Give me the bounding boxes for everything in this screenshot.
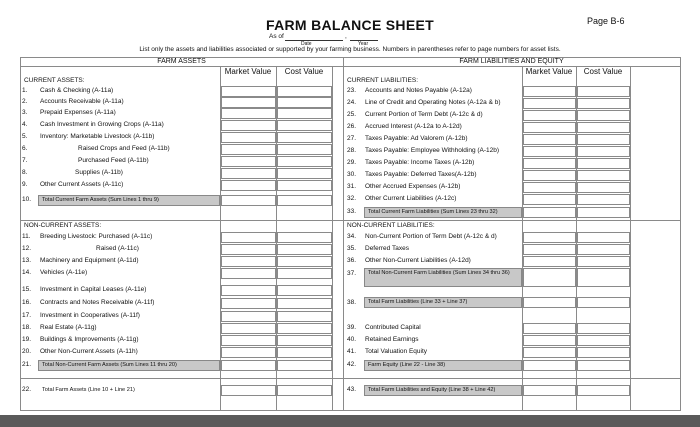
asset-line-market-input[interactable] [221, 268, 276, 279]
liability-line-label: Accounts and Notes Payable (A-12a) [365, 87, 472, 94]
line-number: 3. [22, 109, 28, 116]
equity-line-market-input[interactable] [523, 323, 576, 334]
asset-line-market-input[interactable] [221, 97, 276, 108]
total-farm-assets-cost-input[interactable] [277, 385, 332, 396]
asset-line-market-input[interactable] [221, 108, 276, 119]
liability-line-cost-input[interactable] [577, 146, 630, 157]
liability-line-label: Other Accrued Expenses (A-12b) [365, 183, 461, 190]
line-number: 9. [22, 181, 28, 188]
asset-line-market-input[interactable] [221, 244, 276, 255]
asset-line-label: Real Estate (A-11g) [40, 324, 97, 331]
line-number: 28. [347, 147, 357, 154]
asset-line-label: Contracts and Notes Receivable (A-11f) [40, 299, 155, 306]
asset-line-cost-input[interactable] [277, 86, 332, 97]
asset-line-cost-input[interactable] [277, 285, 332, 296]
asset-line-market-input[interactable] [221, 120, 276, 131]
total-noncurrent-assets-cost-input[interactable] [277, 360, 332, 371]
line-number: 13. [22, 257, 32, 264]
liability-line-label: Taxes Payable: Income Taxes (A-12b) [365, 159, 475, 166]
assets-market-value-header: Market Value [224, 67, 272, 76]
total-noncurrent-assets-market-input[interactable] [221, 360, 276, 371]
asset-line-cost-input[interactable] [277, 335, 332, 346]
liability-line-label: Deferred Taxes [365, 245, 409, 252]
liability-line-market-input[interactable] [523, 244, 576, 255]
line-number: 33. [347, 208, 357, 215]
assets-cost-value-header: Cost Value [284, 67, 324, 76]
line-number: 23. [347, 87, 357, 94]
asset-line-market-input[interactable] [221, 180, 276, 191]
farm-equity-market-input[interactable] [523, 360, 576, 371]
asset-line-cost-input[interactable] [277, 347, 332, 358]
total-noncurrent-liabilities-label: Total Non-Current Farm Liabilities (Sum Lines 34 thru 36) [364, 268, 522, 287]
asset-line-label: Supplies (A-11b) [75, 169, 123, 176]
liability-line-cost-input[interactable] [577, 98, 630, 109]
farm-equity-label: Farm Equity (Line 22 - Line 38) [364, 360, 522, 371]
liability-line-market-input[interactable] [523, 256, 576, 267]
farm-assets-header: FARM ASSETS [157, 58, 206, 65]
total-noncurrent-liabilities-cost-input[interactable] [577, 268, 630, 287]
asset-line-cost-input[interactable] [277, 168, 332, 179]
asset-line-market-input[interactable] [221, 132, 276, 143]
line-number: 4. [22, 121, 28, 128]
asset-line-cost-input[interactable] [277, 180, 332, 191]
line-number: 18. [22, 324, 32, 331]
total-farm-liabilities-cost-input[interactable] [577, 297, 630, 308]
total-farm-liabilities-label: Total Farm Liabilities (Line 33 + Line 37) [364, 297, 522, 308]
farm-liabilities-header: FARM LIABILITIES AND EQUITY [459, 58, 564, 65]
liability-line-cost-input[interactable] [577, 194, 630, 205]
asset-line-label: Investment in Cooperatives (A-11f) [40, 312, 140, 319]
asset-line-label: Other Current Assets (A-11c) [40, 181, 124, 188]
liability-line-market-input[interactable] [523, 110, 576, 121]
liability-line-cost-input[interactable] [577, 110, 630, 121]
line-number: 8. [22, 169, 28, 176]
asset-line-cost-input[interactable] [277, 256, 332, 267]
asset-line-cost-input[interactable] [277, 144, 332, 155]
line-number: 24. [347, 99, 357, 106]
equity-line-cost-input[interactable] [577, 347, 630, 358]
asset-line-label: Accounts Receivable (A-11a) [40, 98, 124, 105]
total-farm-assets-label: Total Farm Assets (Line 10 + Line 21) [38, 385, 220, 396]
liab-market-value-header: Market Value [525, 67, 573, 76]
asset-line-label: Raised (A-11c) [96, 245, 139, 252]
asset-line-market-input[interactable] [221, 323, 276, 334]
asset-line-label: Investment in Capital Leases (A-11e) [40, 286, 147, 293]
line-number: 12. [22, 245, 32, 252]
asset-line-market-input[interactable] [221, 156, 276, 167]
asset-line-label: Vehicles (A-11e) [40, 269, 88, 276]
line-number: 11. [22, 233, 31, 240]
equity-line-market-input[interactable] [523, 347, 576, 358]
asset-line-cost-input[interactable] [277, 156, 332, 167]
asset-line-market-input[interactable] [221, 256, 276, 267]
total-liabilities-equity-market-input[interactable] [523, 385, 576, 396]
current-assets-title: CURRENT ASSETS: [24, 77, 85, 84]
total-current-liabilities-label: Total Current Farm Liabilities (Sum Lines 23 thru 32) [364, 207, 522, 218]
liability-line-market-input[interactable] [523, 158, 576, 169]
equity-line-cost-input[interactable] [577, 323, 630, 334]
liability-line-cost-input[interactable] [577, 170, 630, 181]
line-number: 1. [22, 87, 28, 94]
liability-line-market-input[interactable] [523, 232, 576, 243]
line-number: 35. [347, 245, 357, 252]
line-number: 22. [22, 386, 32, 393]
liability-line-market-input[interactable] [523, 122, 576, 133]
total-liabilities-equity-label: Total Farm Liabilities and Equity (Line 38 + Line 42) [364, 385, 522, 396]
total-noncurrent-liabilities-market-input[interactable] [523, 268, 576, 287]
equity-line-label: Total Valuation Equity [365, 348, 428, 355]
line-number: 7. [22, 157, 28, 164]
asset-line-cost-input[interactable] [277, 232, 332, 243]
line-number: 41. [347, 348, 357, 355]
asset-line-label: Machinery and Equipment (A-11d) [40, 257, 139, 264]
equity-line-cost-input[interactable] [577, 335, 630, 346]
asset-line-label: Purchased Feed (A-11b) [78, 157, 149, 164]
asset-line-cost-input[interactable] [277, 311, 332, 322]
liability-line-label: Taxes Payable: Deferred Taxes(A-12b) [365, 171, 477, 178]
line-number: 21. [22, 361, 32, 368]
liability-line-cost-input[interactable] [577, 256, 630, 267]
total-current-assets-market-input[interactable] [221, 195, 276, 206]
total-current-liabilities-market-input[interactable] [523, 207, 576, 218]
farm-equity-cost-input[interactable] [577, 360, 630, 371]
line-number: 31. [347, 183, 357, 190]
total-farm-liabilities-market-input[interactable] [523, 297, 576, 308]
line-number: 25. [347, 111, 357, 118]
liability-line-label: Other Non-Current Liabilities (A-12d) [365, 257, 471, 264]
liability-line-cost-input[interactable] [577, 122, 630, 133]
asset-line-cost-input[interactable] [277, 268, 332, 279]
liability-line-cost-input[interactable] [577, 182, 630, 193]
asset-line-market-input[interactable] [221, 285, 276, 296]
line-number: 39. [347, 324, 357, 331]
liability-line-market-input[interactable] [523, 194, 576, 205]
asset-line-cost-input[interactable] [277, 298, 332, 309]
liability-line-label: Taxes Payable: Ad Valorem (A-12b) [365, 135, 468, 142]
asset-line-market-input[interactable] [221, 298, 276, 309]
total-noncurrent-assets-label: Total Non-Current Farm Assets (Sum Lines 11 thru 20) [38, 360, 220, 371]
total-current-assets-label: Total Current Farm Assets (Sum Lines 1 thru 9) [38, 195, 220, 206]
asset-line-market-input[interactable] [221, 335, 276, 346]
liability-line-label: Taxes Payable: Employee Withholding (A-12b) [365, 147, 500, 154]
asset-line-market-input[interactable] [221, 144, 276, 155]
line-number: 6. [22, 145, 28, 152]
total-current-liabilities-cost-input[interactable] [577, 207, 630, 218]
asset-line-cost-input[interactable] [277, 120, 332, 131]
liability-line-cost-input[interactable] [577, 86, 630, 97]
line-number: 10. [22, 196, 32, 203]
asset-line-label: Inventory: Marketable Livestock (A-11b) [40, 133, 155, 140]
page-number: Page B-6 [587, 16, 625, 26]
asset-line-market-input[interactable] [221, 347, 276, 358]
asset-line-cost-input[interactable] [277, 323, 332, 334]
noncurrent-liabilities-title: NON-CURRENT LIABILITIES: [347, 222, 435, 229]
balance-sheet-page: FARM BALANCE SHEET Page B-6 As of , Date Year List only the assets and liabilities associated or supported by your farming business. Numbers in parentheses refer to page numbers for asset lists. FARM ASSETS FARM LIABILITIES AND EQUITY Market Value Cost Value Market Value Cost Value CURRENT ASSETS: Total Current Farm Assets (Sum Lines 1 thru 9) 10. NON-CURRENT ASSETS: Total Non-Current Farm Assets (Sum Lines 11 thru 20) 21. Total Farm Assets (Line 10 + Line 21) 22. CURRENT LIABILITIES: Total Current Farm Liabilities (Sum Lines 23 thru 32) 33. NON-CURRENT LIABILITIES: Total Non-Current Farm Liabilities (Sum Lines 34 thru 36) 37. Total Farm Liabilities (Line 33 + Line 37) 38. Farm Equity (Line 22 - Line 38) 42. Total Farm Liabilities and Equity (Line 38 + Line 42) 43. 1. Cash & Checking (A-11a) 2. Accounts Receivable (A-11a) 3. Prepaid Expenses (A-11a) 4. Cash Investment in Growing Crops (A-11a) 5. Inventory: Marketable Livestock (A-11b) 6. Raised Crops and Feed (A-11b) 7. Purchased Feed (A-11b) 8. Supplies (A-11b) 9. Other Current Assets (A-11c) 11. Breeding Livestock: Purchased (A-11c) 12. Raised (A-11c) 13. Machinery and Equipment (A-11d) 14. Vehicles (A-11e) 15. Investment in Capital Leases (A-11e) 16. Contracts and Notes Receivable (A-11f) 17. Investment in Cooperatives (A-11f) 18. Real Estate (A-11g) 19. Buildings & Improvements (A-11g) 20. Other Non-Current Assets (A-11h) 23. Accounts and Notes Payable (A-12a) 24. Line of Credit and Operating Notes (A-12a & b) 25. Current Portion of Term Debt (A-12c & d) 26. Accrued Interest (A-12a to A-12d) 27. Taxes Payable: Ad Valorem (A-12b) 28. Taxes Payable: Employee Withholding (A-12b) 29. Taxes Payable: Income Taxes (A-12b) 30. Taxes Payable: Deferred Taxes(A-12b) 31. Other Accrued Expenses (A-12b) 32. Other Current Liabilities (A-12c) 34. Non-Current Portion of Term Debt (A-12c & d) 35. Deferred Taxes 36. Other Non-Current Liabilities (A-12d) 39. Contributed Capital 40. Retained Earnings 41. Total Valuation Equity [0, 0, 700, 415]
asset-line-market-input[interactable] [221, 232, 276, 243]
instructions: List only the assets and liabilities associated or supported by your farming business. Numbers in parentheses refer to page numbers for asset lists. [139, 46, 561, 53]
page-title: FARM BALANCE SHEET [266, 17, 434, 33]
total-liabilities-equity-cost-input[interactable] [577, 385, 630, 396]
asset-line-label: Prepaid Expenses (A-11a) [40, 109, 116, 116]
liability-line-market-input[interactable] [523, 98, 576, 109]
total-farm-assets-market-input[interactable] [221, 385, 276, 396]
line-number: 26. [347, 123, 357, 130]
line-number: 40. [347, 336, 357, 343]
line-number: 5. [22, 133, 28, 140]
liability-line-label: Other Current Liabilities (A-12c) [365, 195, 457, 202]
asset-line-market-input[interactable] [221, 311, 276, 322]
date-line[interactable] [285, 40, 343, 41]
date-caption: Date [301, 41, 312, 47]
liab-cost-value-header: Cost Value [583, 67, 623, 76]
liability-line-label: Non-Current Portion of Term Debt (A-12c & d) [365, 233, 497, 240]
current-liabilities-title: CURRENT LIABILITIES: [347, 77, 419, 84]
liability-line-cost-input[interactable] [577, 158, 630, 169]
line-number: 19. [22, 336, 32, 343]
line-number: 20. [22, 348, 32, 355]
liability-line-market-input[interactable] [523, 86, 576, 97]
line-number: 30. [347, 171, 357, 178]
asset-line-label: Raised Crops and Feed (A-11b) [78, 145, 170, 152]
equity-line-label: Retained Earnings [365, 336, 419, 343]
liability-line-cost-input[interactable] [577, 244, 630, 255]
line-number: 29. [347, 159, 357, 166]
noncurrent-assets-title: NON-CURRENT ASSETS: [24, 222, 102, 229]
line-number: 17. [22, 312, 32, 319]
asset-line-label: Cash Investment in Growing Crops (A-11a) [40, 121, 164, 128]
line-number: 14. [22, 269, 32, 276]
line-number: 15. [22, 286, 32, 293]
asset-line-cost-input[interactable] [277, 132, 332, 143]
line-number: 42. [347, 361, 357, 368]
total-current-assets-cost-input[interactable] [277, 195, 332, 206]
line-number: 37. [347, 270, 357, 277]
asset-line-cost-input[interactable] [277, 97, 332, 108]
line-number: 2. [22, 98, 28, 105]
asset-line-market-input[interactable] [221, 168, 276, 179]
liability-line-market-input[interactable] [523, 182, 576, 193]
liability-line-label: Accrued Interest (A-12a to A-12d) [365, 123, 462, 130]
asset-line-market-input[interactable] [221, 86, 276, 97]
equity-line-label: Contributed Capital [365, 324, 421, 331]
line-number: 34. [347, 233, 357, 240]
line-number: 36. [347, 257, 357, 264]
asset-line-label: Cash & Checking (A-11a) [40, 87, 114, 94]
asset-line-cost-input[interactable] [277, 244, 332, 255]
line-number: 32. [347, 195, 357, 202]
line-number: 38. [347, 299, 357, 306]
liability-line-cost-input[interactable] [577, 134, 630, 145]
liability-line-label: Current Portion of Term Debt (A-12c & d) [365, 111, 483, 118]
liability-line-cost-input[interactable] [577, 232, 630, 243]
line-number: 16. [22, 299, 32, 306]
as-of-label: As of [269, 33, 284, 40]
line-number: 43. [347, 386, 357, 393]
liability-line-market-input[interactable] [523, 134, 576, 145]
asset-line-cost-input[interactable] [277, 108, 332, 119]
equity-line-market-input[interactable] [523, 335, 576, 346]
asset-line-label: Breeding Livestock: Purchased (A-11c) [40, 233, 153, 240]
year-caption: Year [358, 41, 369, 47]
liability-line-market-input[interactable] [523, 170, 576, 181]
liability-line-market-input[interactable] [523, 146, 576, 157]
line-number: 27. [347, 135, 357, 142]
asset-line-label: Buildings & Improvements (A-11g) [40, 336, 139, 343]
liability-line-label: Line of Credit and Operating Notes (A-12a & b) [365, 99, 501, 106]
asset-line-label: Other Non-Current Assets (A-11h) [40, 348, 138, 355]
